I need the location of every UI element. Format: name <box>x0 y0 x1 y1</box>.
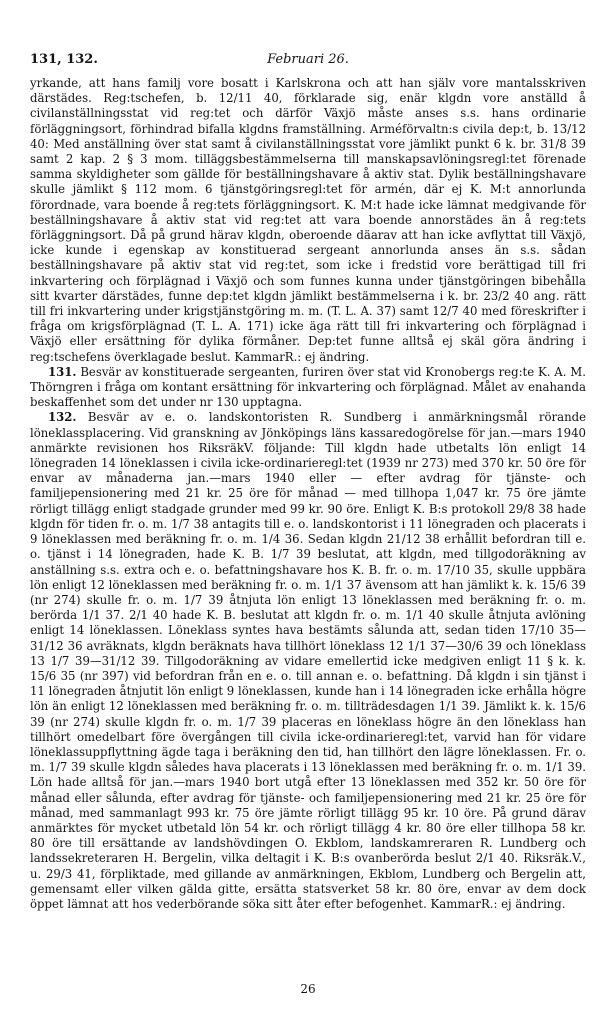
page-number: 26 <box>300 982 316 996</box>
case-number: 131. <box>48 364 77 379</box>
paragraph-continuation <box>30 76 586 365</box>
paragraph-case-131 <box>30 365 586 411</box>
page <box>30 52 586 912</box>
body-text <box>30 76 586 912</box>
page-reference: 131, 132. <box>30 52 98 67</box>
paragraph-text: Besvär av konstituerade sergeanten, furiren över stat vid Kronobergs reg:te K. A. M. Thörngren i fråga om kontant ersättning för inkvartering och förplägnad. Målet av enahanda beskaffenhet som det under nr 130 upptagna. <box>30 364 586 410</box>
running-head-date: Februari 26. <box>267 52 349 67</box>
paragraph-case-132 <box>30 410 586 912</box>
paragraph-text: yrkande, att hans familj vore bosatt i Karlskrona och att han själv vore mantalsskriven därstädes. Reg:tschefen, b. 12/11 40, förklarade sig, enär klgdn vore anställd å civilanställningsstat vid reg:tet och därför Växjö måste anses s.s. hans ordinarie förläggningsort, förhindrad bifalla klgdns framställning. Arméförvaltn:s civila dep:t, b. 13/12 40: Med anställning över stat samt å civilanställningsstat vore jämlikt punkt 6 k. br. 31/8 39 samt 2 kap. 2 § 3 mom. tilläggsbestämmelserna till manskapsavlöningsregl:tet förenade samma skyldigheter som gällde för beställningshavare å aktiv stat. Dylik beställningshavare skulle jämlikt § 112 mom. 6 tjänstgöringsregl:tet för armén, där ej K. M:t annorlunda förordnade, vara boende å reg:tets förläggningsort. K. M:t hade icke lämnat medgivande för beställningshavare å aktiv stat vid reg:tet att vara boende annorstädes än å reg:tets förläggningsort. Då på grund härav klgdn, oberoende däarav att han icke avflyttat till Växjö, icke kunde i egenskap av konstituerad sergeant annorlunda anses än s.s. sådan beställningshavare på aktiv stat vid reg:tet, som icke i fredstid vore berättigad till fri inkvartering och förplägnad i Växjö och som funnes kunna under tjänstgöringen bibehålla sitt kvarter därstädes, funne dep:tet klgdn jämlikt bestämmelserna i k. br. 23/2 40 ang. rätt till fri inkvartering under krigstjänstgöring m. m. (T. L. A. 37) samt 12/7 40 med föreskrifter i fråga om krigsförplägnad (T. L. A. 171) icke äga rätt till fri inkvartering och förplägnad i Växjö eller ersättning för dylika förmåner. Dep:tet funne alltså ej skäl göra ändring i reg:tschefens överklagade beslut. KammarR.: ej ändring. <box>30 76 586 364</box>
paragraph-text: Besvär av e. o. landskontoristen R. Sundberg i anmärkningsmål rörande löneklassplacering. Vid granskning av Jönköpings läns kassaredogörelse för jan.—mars 1940 anmärkte revisionen hos RiksräkV. följande: Till klgdn hade utbetalts lön enligt 14 lönegraden 14 löneklassen i civila icke-ordinarieregl:tet (1939 nr 273) med 370 kr. 50 öre för envar av månaderna jan.—mars 1940 eller — efter avdrag för tjänste- och familjepensionering med 21 kr. 25 öre för månad — med tillhopa 1,047 kr. 75 öre jämte rörligt tillägg enligt stadgade grunder med 99 kr. 90 öre. Enligt K. B:s protokoll 29/8 38 hade klgdn för tiden fr. o. m. 1/7 38 antagits till e. o. landskontorist i 11 lönegraden och placerats i 9 löneklassen med beräkning fr. o. m. 1/4 36. Sedan klgdn 21/12 38 erhållit befordran till e. o. tjänst i 14 lönegraden, hade K. B. 1/7 39 beslutat, att klgdn, med tillgodoräkning av anställning s.s. extra och e. o. befattningshavare hos K. B. fr. o. m. 17/10 35, skulle uppbära lön enligt 12 löneklassen med beräkning fr. o. m. 1/1 37 ävensom att han jämlikt k. k. 15/6 39 (nr 274) skulle fr. o. m. 1/7 39 åtnjuta lön enligt 13 löneklassen med beräkning fr. o. m. berörda 1/1 37. 2/1 40 hade K. B. beslutat att klgdn fr. o. m. 1/1 40 skulle åtnjuta avlöning enligt 14 löneklassen. Löneklass syntes hava bestämts sålunda att, sedan tiden 17/10 35—31/12 36 avräknats, klgdn beräknats hava tillhört löneklass 12 1/1 37—30/6 39 och löneklass 13 1/7 39—31/12 39. Tillgodoräkning av vidare emellertid icke medgiven enligt 11 § k. k. 15/6 35 (nr 397) vid befordran från en e. o. till annan e. o. befattning. Då klgdn i sin tjänst i 11 lönegraden åtnjutit lön enligt 9 löneklassen, kunde han i 14 lönegraden icke erhålla högre lön än enligt 12 löneklassen med beräkning fr. o. m. tillträdesdagen 1/1 39. Jämlikt k. k. 15/6 39 (nr 274) skulle klgdn fr. o. m. 1/7 39 placeras en löneklass högre än den löneklass han tillhört omedelbart före övergången till civila icke-ordinarieregl:tet, varvid han för vidare löneklassuppflyttning ägde taga i beräkning den tid, han tillhört den lägre löneklassen. Fr. o. m. 1/7 39 skulle klgdn således hava placerats i 13 löneklassen med beräkning fr. o. m. 1/1 39. Lön hade alltså för jan.—mars 1940 bort utgå efter 13 löneklassen med 352 kr. 50 öre för månad eller sålunda, efter avdrag för tjänste- och familjepensionering med 21 kr. 25 öre för månad, med sammanlagt 993 kr. 75 öre jämte rörligt tillägg 95 kr. 10 öre. På grund därav anmärktes för mycket utbetald lön 54 kr. och rörligt tillägg 4 kr. 80 öre eller tillhopa 58 kr. 80 öre till ersättande av landshövdingen O. Ekblom, landskamreraren R. Lundberg och landssekreteraren H. Bergelin, vilka deltagit i K. B:s ovanberörda beslut 2/1 40. Riksräk.V., u. 29/3 41, förpliktade, med gillande av anmärkningen, Ekblom, Lundberg och Bergelin att, gemensamt eller vilken gälda gitte, ersätta statsverket 58 kr. 80 öre, envar av dem dock öppet lämnat att hos vederbörande söka sitt åter efter befogenhet. KammarR.: ej ändring. <box>30 410 587 911</box>
case-number: 132. <box>48 410 77 425</box>
running-head <box>30 52 586 76</box>
